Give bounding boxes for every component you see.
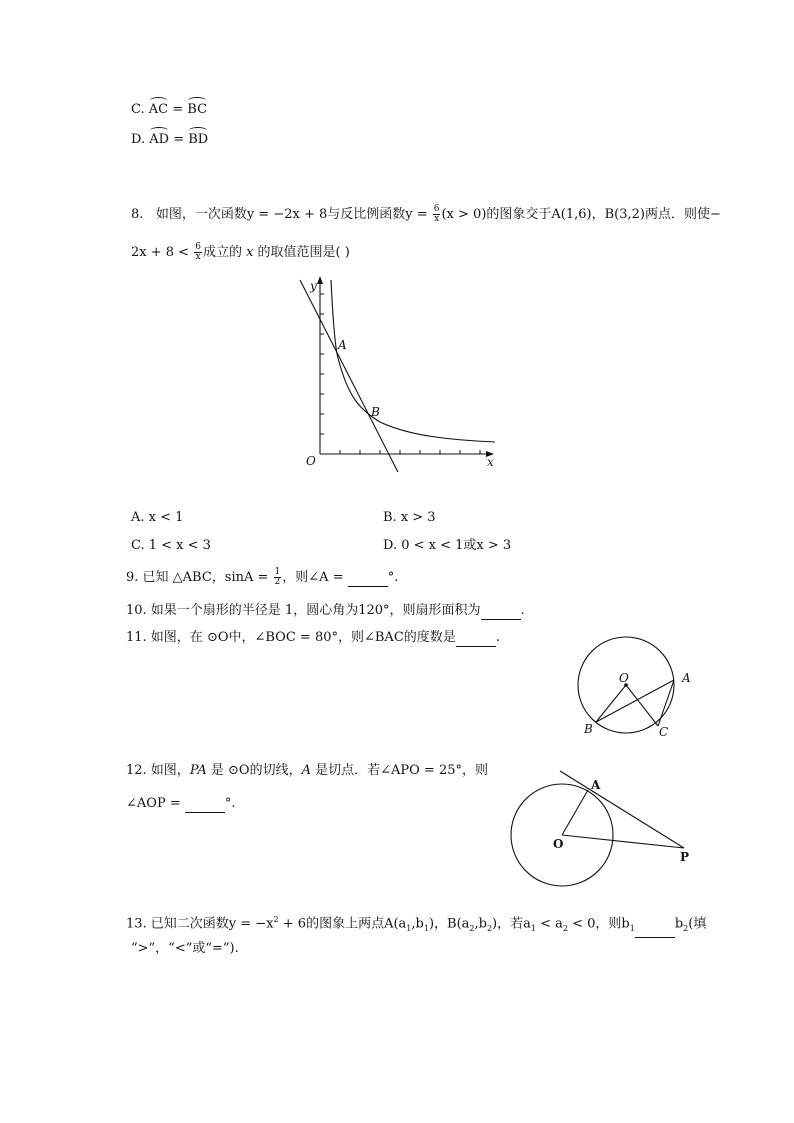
q13-stem-line-2: “>”，“<”或“=”). <box>131 941 239 956</box>
option-d-label: D. <box>131 132 146 147</box>
subscript: 1 <box>530 923 536 933</box>
arc-ad: AD <box>149 127 169 149</box>
hyperbola-curve <box>331 280 495 442</box>
y-ticks <box>320 294 324 434</box>
subscript: 2 <box>562 923 568 933</box>
q7-option-c <box>131 97 207 119</box>
fraction-numerator: 1 <box>274 567 281 577</box>
q13-stem-line-1 <box>126 911 706 938</box>
point-b-label: B <box>584 722 593 736</box>
stem-text: °. <box>224 796 236 811</box>
x-axis-label: x <box>487 455 494 469</box>
answer-blank[interactable] <box>456 634 496 647</box>
fraction-6-over-x <box>433 205 441 224</box>
stem-text: 2x + 8 < <box>131 245 194 260</box>
subscript: 1 <box>629 923 635 933</box>
q12-tangent-figure <box>500 765 700 890</box>
subscript: 1 <box>423 923 429 933</box>
point-o-label: O <box>619 671 629 685</box>
q8-function-graph <box>290 272 510 472</box>
linear-function-line <box>300 280 402 472</box>
stem-text: ∠AOP = <box>126 796 185 811</box>
q11-stem <box>126 629 500 647</box>
option-c-label: C. <box>131 102 145 117</box>
stem-text: °. <box>387 570 399 585</box>
stem-text: . <box>520 603 525 618</box>
subscript: 2 <box>683 923 689 933</box>
arc-ac: AC <box>149 97 168 119</box>
stem-text: < 0，则b <box>567 916 630 932</box>
subscript: 2 <box>469 923 475 933</box>
fraction-6-over-x <box>194 243 202 262</box>
q12-stem-line-1 <box>126 762 488 780</box>
stem-text: < a <box>535 916 563 932</box>
segment-ob <box>596 685 626 722</box>
stem-text: (x > 0)的图象交于A(1,6)，B(3,2)两点．则使− <box>441 207 721 222</box>
stem-text: . <box>495 630 500 645</box>
q12-stem-line-2 <box>126 795 235 813</box>
stem-text: + 6的图象上两点A(a <box>278 916 407 932</box>
stem-text: 是 ⊙O的切线， <box>206 763 302 778</box>
fraction-denominator: 2 <box>274 577 281 587</box>
stem-text: 成立的 <box>202 245 247 260</box>
y-axis-label: y <box>310 279 317 293</box>
segment-pa-label: PA <box>189 763 207 778</box>
q7-option-d <box>131 127 208 149</box>
answer-blank[interactable] <box>481 607 521 620</box>
stem-text: ，则∠A = <box>282 570 348 585</box>
question-number: 8. <box>131 207 144 222</box>
subscript: 1 <box>406 923 412 933</box>
point-a-ref: A <box>301 763 311 778</box>
answer-blank[interactable] <box>185 800 225 813</box>
q8-option-c: C. 1 < x < 3 <box>131 538 211 553</box>
stem-text: 12. 如图， <box>126 763 190 778</box>
point-b-label: B <box>371 405 380 419</box>
point-a-label: A <box>591 778 601 792</box>
point-a-label: A <box>682 671 691 685</box>
fraction-denominator: x <box>195 252 201 262</box>
variable-x: x <box>246 245 254 260</box>
q10-stem <box>126 602 525 620</box>
q8-stem-line-1 <box>131 205 721 224</box>
stem-text: 10. 如果一个扇形的半径是 1，圆心角为120°，则扇形面积为 <box>126 603 481 618</box>
stem-text: ,b <box>411 916 424 932</box>
point-p-label: P <box>680 850 690 864</box>
stem-text: ,b <box>474 916 487 932</box>
stem-text: b <box>674 916 684 932</box>
stem-text: 13. 已知二次函数y = −x <box>126 916 274 932</box>
q11-circle-figure <box>570 630 700 742</box>
stem-text: 11. 如图，在 ⊙O中，∠BOC = 80°，则∠BAC的度数是 <box>126 630 456 645</box>
equals-sign: = <box>172 102 184 117</box>
fraction-numerator: 6 <box>433 204 440 214</box>
subscript: 2 <box>486 923 493 933</box>
q8-option-d: D. 0 < x < 1或x > 3 <box>383 538 512 553</box>
arc-bd: BD <box>188 127 208 149</box>
equals-sign: = <box>173 132 185 147</box>
stem-text: 是切点．若∠APO = 25°，则 <box>310 763 489 778</box>
fraction-denominator: x <box>434 214 440 224</box>
q9-stem <box>126 568 398 587</box>
q8-option-a: A. x < 1 <box>131 510 184 525</box>
y-axis-arrow <box>317 276 323 284</box>
q8-option-b: B. x > 3 <box>383 510 436 525</box>
point-c-label: C <box>659 725 669 739</box>
x-ticks <box>340 450 480 454</box>
radius-oa <box>562 790 588 835</box>
answer-blank[interactable] <box>635 925 675 938</box>
point-a-label: A <box>338 338 347 352</box>
q8-stem-line-2 <box>131 243 350 262</box>
exponent: 2 <box>273 915 279 924</box>
stem-text: (填 <box>688 916 707 932</box>
fraction-numerator: 6 <box>195 242 201 252</box>
arc-bc: BC <box>187 97 207 119</box>
stem-text: 9. 已知 △ABC，sinA = <box>126 570 273 585</box>
answer-blank[interactable] <box>348 574 388 587</box>
stem-text: )，若a <box>492 916 531 932</box>
stem-text: )，B(a <box>428 916 470 932</box>
stem-text: 如图，一次函数y = −2x + 8与反比例函数y = <box>155 207 432 222</box>
fraction-1-over-2 <box>274 568 282 587</box>
point-o-label: O <box>553 837 564 851</box>
origin-label: O <box>306 454 316 468</box>
stem-text: 的取值范围是( ) <box>253 245 350 260</box>
